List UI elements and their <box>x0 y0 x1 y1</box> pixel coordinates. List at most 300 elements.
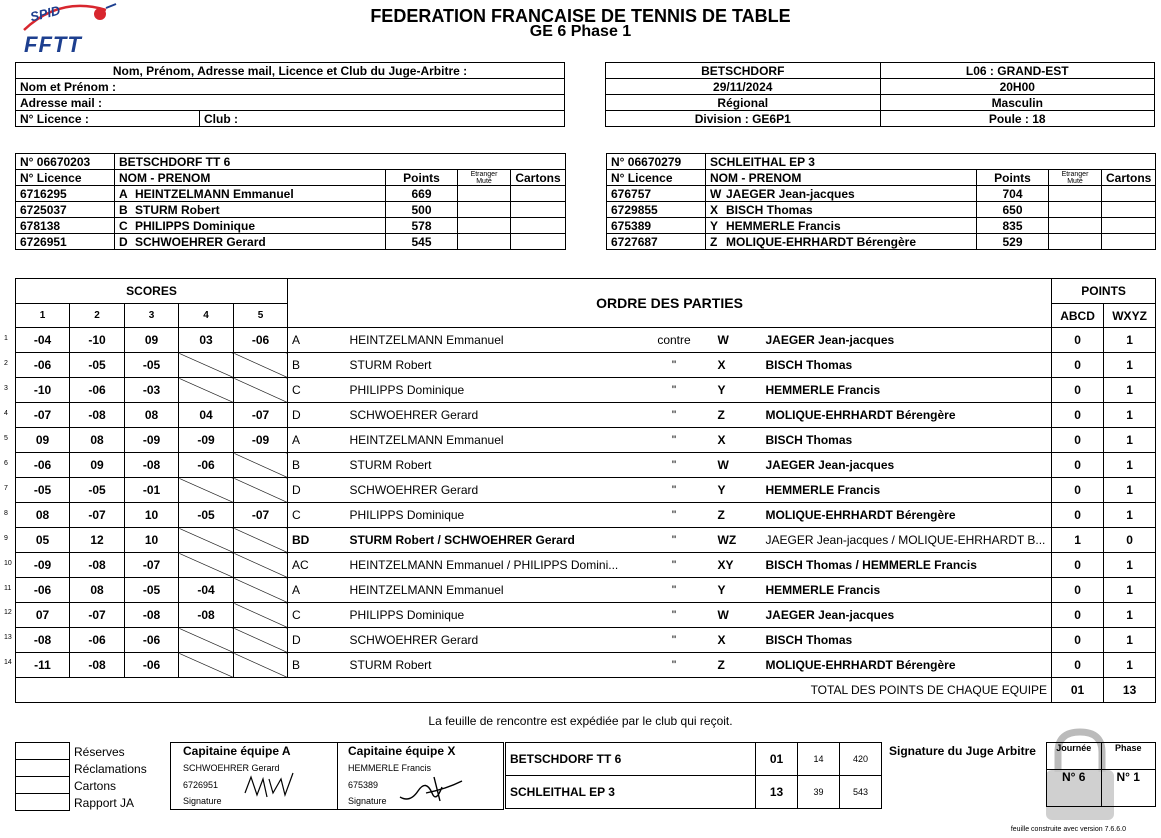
set-score: -08 <box>70 553 125 578</box>
match-place: BETSCHDORF <box>606 63 881 79</box>
set-score <box>234 578 288 603</box>
player-points: 650 <box>977 202 1049 218</box>
set-score: 08 <box>16 503 70 528</box>
captain-a-licence: 6726951 <box>183 780 219 790</box>
check-reserves-label: Réserves <box>74 745 125 759</box>
referee-heading: Nom, Prénom, Adresse mail, Licence et Club du Juge-Arbitre : <box>16 63 565 79</box>
set-score <box>234 553 288 578</box>
set-score: 07 <box>16 603 70 628</box>
game-player-a: HEINTZELMANN Emmanuel <box>346 578 643 603</box>
game-versus: " <box>643 478 706 503</box>
captain-a-box <box>170 742 504 810</box>
set-score: -08 <box>70 403 125 428</box>
game-row <box>16 378 1156 403</box>
set-score: 08 <box>70 428 125 453</box>
player-name: STURM Robert <box>135 202 220 217</box>
player-licence: 6726951 <box>16 234 115 250</box>
game-points-x: 1 <box>1104 653 1156 678</box>
col-abcd: ABCD <box>1052 304 1104 328</box>
game-row <box>16 478 1156 503</box>
set-score: -04 <box>16 328 70 353</box>
team-x-table <box>606 153 1156 250</box>
set-score: -05 <box>70 478 125 503</box>
game-player-a: PHILIPPS Dominique <box>346 378 643 403</box>
total-x: 13 <box>1104 678 1156 703</box>
player-points: 835 <box>977 218 1049 234</box>
result-team-a: BETSCHDORF TT 6 <box>506 743 756 776</box>
game-points-a: 0 <box>1052 603 1104 628</box>
check-cartons-box[interactable] <box>16 777 70 794</box>
team-x-col-points: Points <box>977 170 1049 186</box>
player-cartons[interactable] <box>1102 218 1156 234</box>
player-name: MOLIQUE-EHRHARDT Bérengère <box>726 234 917 249</box>
set-score: -06 <box>125 653 179 678</box>
player-licence: 676757 <box>607 186 706 202</box>
player-etranger[interactable] <box>1049 202 1102 218</box>
game-points-x: 1 <box>1104 553 1156 578</box>
team-x-name: SCHLEITHAL EP 3 <box>706 154 1156 170</box>
game-number: 8 <box>4 509 8 517</box>
player-etranger[interactable] <box>1049 186 1102 202</box>
set-score: -08 <box>125 603 179 628</box>
player-points: 529 <box>977 234 1049 250</box>
set-score <box>179 378 234 403</box>
games-table <box>15 278 1156 703</box>
set-score: -06 <box>16 453 70 478</box>
game-letters-a: B <box>288 653 346 678</box>
game-points-x: 1 <box>1104 328 1156 353</box>
captain-a-name: SCHWOEHRER Gerard <box>183 763 280 773</box>
game-row <box>16 353 1156 378</box>
game-player-x: MOLIQUE-EHRHARDT Bérengère <box>762 503 1052 528</box>
set-score: -10 <box>16 378 70 403</box>
player-name: HEMMERLE Francis <box>726 218 841 233</box>
set-score: 10 <box>125 503 179 528</box>
match-division: Division : GE6P1 <box>606 111 881 127</box>
set-score: -10 <box>70 328 125 353</box>
set-score <box>234 653 288 678</box>
game-letters-a: D <box>288 628 346 653</box>
set-3-header: 3 <box>125 304 179 328</box>
game-points-a: 0 <box>1052 553 1104 578</box>
game-points-x: 1 <box>1104 478 1156 503</box>
order-header: ORDRE DES PARTIES <box>288 279 1052 328</box>
set-score: -11 <box>16 653 70 678</box>
set-score: -06 <box>179 453 234 478</box>
player-etranger[interactable] <box>458 186 511 202</box>
game-player-a: STURM Robert / SCHWOEHRER Gerard <box>346 528 643 553</box>
team-a-number: N° 06670203 <box>16 154 115 170</box>
game-versus: " <box>643 553 706 578</box>
set-score: -05 <box>16 478 70 503</box>
set-score: 03 <box>179 328 234 353</box>
player-letter: C <box>119 218 128 233</box>
game-row <box>16 553 1156 578</box>
set-score: -07 <box>234 403 288 428</box>
game-player-x: MOLIQUE-EHRHARDT Bérengère <box>762 403 1052 428</box>
set-score: 05 <box>16 528 70 553</box>
game-number: 6 <box>4 459 8 467</box>
result-x-points: 543 <box>840 776 882 809</box>
game-row <box>16 653 1156 678</box>
game-player-a: STURM Robert <box>346 353 643 378</box>
game-number: 7 <box>4 484 8 492</box>
mute-label: Muté <box>1067 177 1083 185</box>
game-letters-x: W <box>706 603 762 628</box>
player-points: 704 <box>977 186 1049 202</box>
set-score <box>234 628 288 653</box>
game-points-a: 0 <box>1052 403 1104 428</box>
game-versus: " <box>643 428 706 453</box>
player-etranger[interactable] <box>458 218 511 234</box>
check-cartons-label: Cartons <box>74 779 117 793</box>
game-number: 5 <box>4 434 8 442</box>
player-licence: 675389 <box>607 218 706 234</box>
game-number: 14 <box>4 659 12 667</box>
journee-label: Journée <box>1047 743 1102 770</box>
player-row <box>607 218 1156 234</box>
game-letters-a: A <box>288 428 346 453</box>
set-score: -08 <box>70 653 125 678</box>
captain-x-name: HEMMERLE Francis <box>348 763 432 773</box>
referee-licence-field[interactable]: N° Licence : <box>16 111 200 127</box>
result-x-games: 39 <box>798 776 840 809</box>
set-4-header: 4 <box>179 304 234 328</box>
set-score: 08 <box>125 403 179 428</box>
player-licence: 6725037 <box>16 202 115 218</box>
game-letters-x: WZ <box>706 528 762 553</box>
game-number: 4 <box>4 409 8 417</box>
game-versus: " <box>643 378 706 403</box>
referee-email-field[interactable]: Adresse mail : <box>16 95 565 111</box>
team-x-col-etranger <box>1049 170 1102 186</box>
game-letters-x: XY <box>706 553 762 578</box>
player-name-cell <box>706 186 977 202</box>
game-points-a: 0 <box>1052 453 1104 478</box>
player-cartons[interactable] <box>1102 186 1156 202</box>
player-name: JAEGER Jean-jacques <box>726 186 855 201</box>
game-letters-x: Z <box>706 503 762 528</box>
game-player-x: BISCH Thomas / HEMMERLE Francis <box>762 553 1052 578</box>
game-letters-a: A <box>288 328 346 353</box>
player-row <box>607 202 1156 218</box>
captain-x-signature[interactable] <box>396 773 466 807</box>
captain-a-signature[interactable] <box>241 765 301 805</box>
game-row <box>16 328 1156 353</box>
result-a-games: 14 <box>798 743 840 776</box>
game-player-x: JAEGER Jean-jacques / MOLIQUE-EHRHARDT B... <box>762 528 1052 553</box>
match-poule: Poule : 18 <box>880 111 1155 127</box>
team-x-col-licence: N° Licence <box>607 170 706 186</box>
check-rapport-label: Rapport JA <box>74 796 135 810</box>
team-a-col-name: NOM - PRENOM <box>115 170 386 186</box>
set-score: -07 <box>234 503 288 528</box>
game-player-a: SCHWOEHRER Gerard <box>346 478 643 503</box>
captain-a-cell <box>171 743 338 809</box>
set-score <box>179 528 234 553</box>
set-score: -06 <box>16 578 70 603</box>
game-player-a: HEINTZELMANN Emmanuel / PHILIPPS Domini... <box>346 553 643 578</box>
game-points-a: 0 <box>1052 353 1104 378</box>
set-score: -06 <box>125 628 179 653</box>
set-score: -07 <box>125 553 179 578</box>
game-number: 1 <box>4 335 8 342</box>
player-etranger[interactable] <box>1049 234 1102 250</box>
player-points: 545 <box>386 234 458 250</box>
game-versus: " <box>643 628 706 653</box>
game-versus: " <box>643 528 706 553</box>
game-versus: contre <box>643 328 706 353</box>
game-letters-a: D <box>288 478 346 503</box>
game-letters-x: Y <box>706 478 762 503</box>
player-name-cell <box>115 186 386 202</box>
game-letters-a: B <box>288 453 346 478</box>
game-number: 3 <box>4 384 8 392</box>
game-player-a: STURM Robert <box>346 653 643 678</box>
set-score: -07 <box>70 503 125 528</box>
set-1-header: 1 <box>16 304 70 328</box>
captain-a-signature-label: Signature <box>183 796 222 806</box>
player-cartons[interactable] <box>511 186 566 202</box>
captain-x-cell <box>338 743 503 809</box>
team-a-col-etranger <box>458 170 511 186</box>
player-cartons[interactable] <box>511 202 566 218</box>
player-name: PHILIPPS Dominique <box>135 218 256 233</box>
set-score <box>179 478 234 503</box>
player-letter: D <box>119 234 128 249</box>
player-points: 669 <box>386 186 458 202</box>
logo-text-top: SPID <box>28 2 62 25</box>
player-name-cell <box>115 234 386 250</box>
player-name: HEINTZELMANN Emmanuel <box>135 186 294 201</box>
game-row <box>16 628 1156 653</box>
set-score: 08 <box>70 578 125 603</box>
game-letters-x: X <box>706 353 762 378</box>
game-letters-x: W <box>706 453 762 478</box>
player-points: 578 <box>386 218 458 234</box>
game-points-x: 1 <box>1104 578 1156 603</box>
player-cartons[interactable] <box>511 234 566 250</box>
game-versus: " <box>643 353 706 378</box>
page-title: FEDERATION FRANCAISE DE TENNIS DE TABLE <box>370 6 791 26</box>
player-name-cell <box>706 202 977 218</box>
game-player-a: SCHWOEHRER Gerard <box>346 403 643 428</box>
game-letters-a: C <box>288 503 346 528</box>
set-score <box>234 528 288 553</box>
team-a-col-points: Points <box>386 170 458 186</box>
player-letter: X <box>710 202 719 217</box>
game-player-x: BISCH Thomas <box>762 428 1052 453</box>
game-versus: " <box>643 503 706 528</box>
set-score: 10 <box>125 528 179 553</box>
set-score: 09 <box>16 428 70 453</box>
player-cartons[interactable] <box>1102 234 1156 250</box>
player-etranger[interactable] <box>458 234 511 250</box>
game-number: 13 <box>4 634 12 642</box>
set-score: -08 <box>179 603 234 628</box>
player-cartons[interactable] <box>1102 202 1156 218</box>
game-player-x: JAEGER Jean-jacques <box>762 603 1052 628</box>
game-player-a: PHILIPPS Dominique <box>346 603 643 628</box>
game-player-a: STURM Robert <box>346 453 643 478</box>
set-score <box>234 378 288 403</box>
game-player-a: SCHWOEHRER Gerard <box>346 628 643 653</box>
set-score: -08 <box>16 628 70 653</box>
set-score: -01 <box>125 478 179 503</box>
game-letters-a: C <box>288 378 346 403</box>
player-row <box>16 202 566 218</box>
phase-label: Phase <box>1101 743 1156 770</box>
match-time: 20H00 <box>880 79 1155 95</box>
game-player-x: BISCH Thomas <box>762 628 1052 653</box>
game-number: 11 <box>4 584 12 592</box>
game-row <box>16 528 1156 553</box>
page-subtitle: GE 6 Phase 1 <box>529 23 632 40</box>
player-row <box>607 186 1156 202</box>
game-points-x: 1 <box>1104 428 1156 453</box>
set-score <box>179 653 234 678</box>
player-row <box>16 218 566 234</box>
game-points-x: 1 <box>1104 503 1156 528</box>
player-licence: 678138 <box>16 218 115 234</box>
phase-value: N° 1 <box>1101 770 1156 807</box>
game-player-a: HEINTZELMANN Emmanuel <box>346 428 643 453</box>
captain-x-licence: 675389 <box>348 780 379 790</box>
player-row <box>16 186 566 202</box>
game-letters-a: A <box>288 578 346 603</box>
game-points-x: 1 <box>1104 628 1156 653</box>
captain-a-label: Capitaine équipe A <box>183 744 291 758</box>
set-score: -09 <box>179 428 234 453</box>
game-versus: " <box>643 578 706 603</box>
game-row <box>16 453 1156 478</box>
set-score <box>234 603 288 628</box>
player-etranger[interactable] <box>1049 218 1102 234</box>
game-number: 9 <box>4 534 8 542</box>
game-player-x: HEMMERLE Francis <box>762 478 1052 503</box>
game-points-a: 0 <box>1052 428 1104 453</box>
game-points-x: 1 <box>1104 403 1156 428</box>
journee-table <box>1046 742 1156 807</box>
set-score <box>179 628 234 653</box>
game-versus: " <box>643 403 706 428</box>
check-labels <box>74 744 147 812</box>
set-score: -08 <box>125 453 179 478</box>
player-name-cell <box>115 218 386 234</box>
total-label: TOTAL DES POINTS DE CHAQUE EQUIPE <box>16 678 1052 703</box>
version-note: feuille construite avec version 7.6.6.0 <box>1010 826 1126 833</box>
player-letter: B <box>119 202 128 217</box>
game-player-x: JAEGER Jean-jacques <box>762 328 1052 353</box>
check-reclamations-box[interactable] <box>16 760 70 777</box>
set-score: 09 <box>70 453 125 478</box>
set-score: -06 <box>16 353 70 378</box>
match-gender: Masculin <box>880 95 1155 111</box>
game-player-x: MOLIQUE-EHRHARDT Bérengère <box>762 653 1052 678</box>
set-score: -05 <box>70 353 125 378</box>
set-score: -09 <box>125 428 179 453</box>
player-licence: 6727687 <box>607 234 706 250</box>
player-name: BISCH Thomas <box>726 202 813 217</box>
check-reserves-box[interactable] <box>16 743 70 760</box>
set-score <box>234 453 288 478</box>
set-score: -06 <box>70 628 125 653</box>
game-points-x: 1 <box>1104 453 1156 478</box>
team-a-col-licence: N° Licence <box>16 170 115 186</box>
game-letters-x: W <box>706 328 762 353</box>
journee-value: N° 6 <box>1047 770 1102 807</box>
game-number: 10 <box>4 559 12 567</box>
team-x-col-cartons: Cartons <box>1102 170 1156 186</box>
game-letters-x: X <box>706 628 762 653</box>
scores-header: SCORES <box>16 279 288 304</box>
game-row <box>16 503 1156 528</box>
game-points-a: 0 <box>1052 478 1104 503</box>
set-score: -03 <box>125 378 179 403</box>
set-score: -05 <box>125 578 179 603</box>
referee-table <box>15 62 565 127</box>
result-a-points: 420 <box>840 743 882 776</box>
game-player-x: JAEGER Jean-jacques <box>762 453 1052 478</box>
referee-club-field[interactable]: Club : <box>200 111 565 127</box>
set-5-header: 5 <box>234 304 288 328</box>
team-x-number: N° 06670279 <box>607 154 706 170</box>
game-points-x: 1 <box>1104 353 1156 378</box>
set-score: -09 <box>234 428 288 453</box>
game-points-x: 1 <box>1104 378 1156 403</box>
game-letters-a: D <box>288 403 346 428</box>
player-name-cell <box>115 202 386 218</box>
set-score <box>179 353 234 378</box>
set-score <box>179 553 234 578</box>
player-etranger[interactable] <box>458 202 511 218</box>
points-header: POINTS <box>1052 279 1156 304</box>
team-a-col-cartons: Cartons <box>511 170 566 186</box>
player-name-cell <box>706 234 977 250</box>
game-letters-a: AC <box>288 553 346 578</box>
player-letter: Y <box>710 218 719 233</box>
set-score: -05 <box>179 503 234 528</box>
player-cartons[interactable] <box>511 218 566 234</box>
player-points: 500 <box>386 202 458 218</box>
check-rapport-box[interactable] <box>16 794 70 811</box>
game-row <box>16 578 1156 603</box>
player-letter: Z <box>710 234 718 249</box>
team-a-table <box>15 153 566 250</box>
game-player-x: BISCH Thomas <box>762 353 1052 378</box>
captain-x-label: Capitaine équipe X <box>348 744 456 758</box>
dispatch-note: La feuille de rencontre est expédiée par le club qui reçoit. <box>428 714 733 728</box>
total-a: 01 <box>1052 678 1104 703</box>
result-team-x: SCHLEITHAL EP 3 <box>506 776 756 809</box>
game-points-a: 0 <box>1052 503 1104 528</box>
team-a-name: BETSCHDORF TT 6 <box>115 154 566 170</box>
game-points-a: 0 <box>1052 578 1104 603</box>
col-wxyz: WXYZ <box>1104 304 1156 328</box>
game-points-a: 0 <box>1052 328 1104 353</box>
game-row <box>16 428 1156 453</box>
match-league: L06 : GRAND-EST <box>880 63 1155 79</box>
captain-x-signature-label: Signature <box>348 796 387 806</box>
player-letter: W <box>710 186 722 201</box>
game-letters-a: B <box>288 353 346 378</box>
player-letter: A <box>119 186 128 201</box>
set-score: -07 <box>16 403 70 428</box>
result-x-score: 13 <box>756 776 798 809</box>
referee-name-field[interactable]: Nom et Prénom : <box>16 79 565 95</box>
game-number: 12 <box>4 609 12 617</box>
game-points-a: 0 <box>1052 378 1104 403</box>
